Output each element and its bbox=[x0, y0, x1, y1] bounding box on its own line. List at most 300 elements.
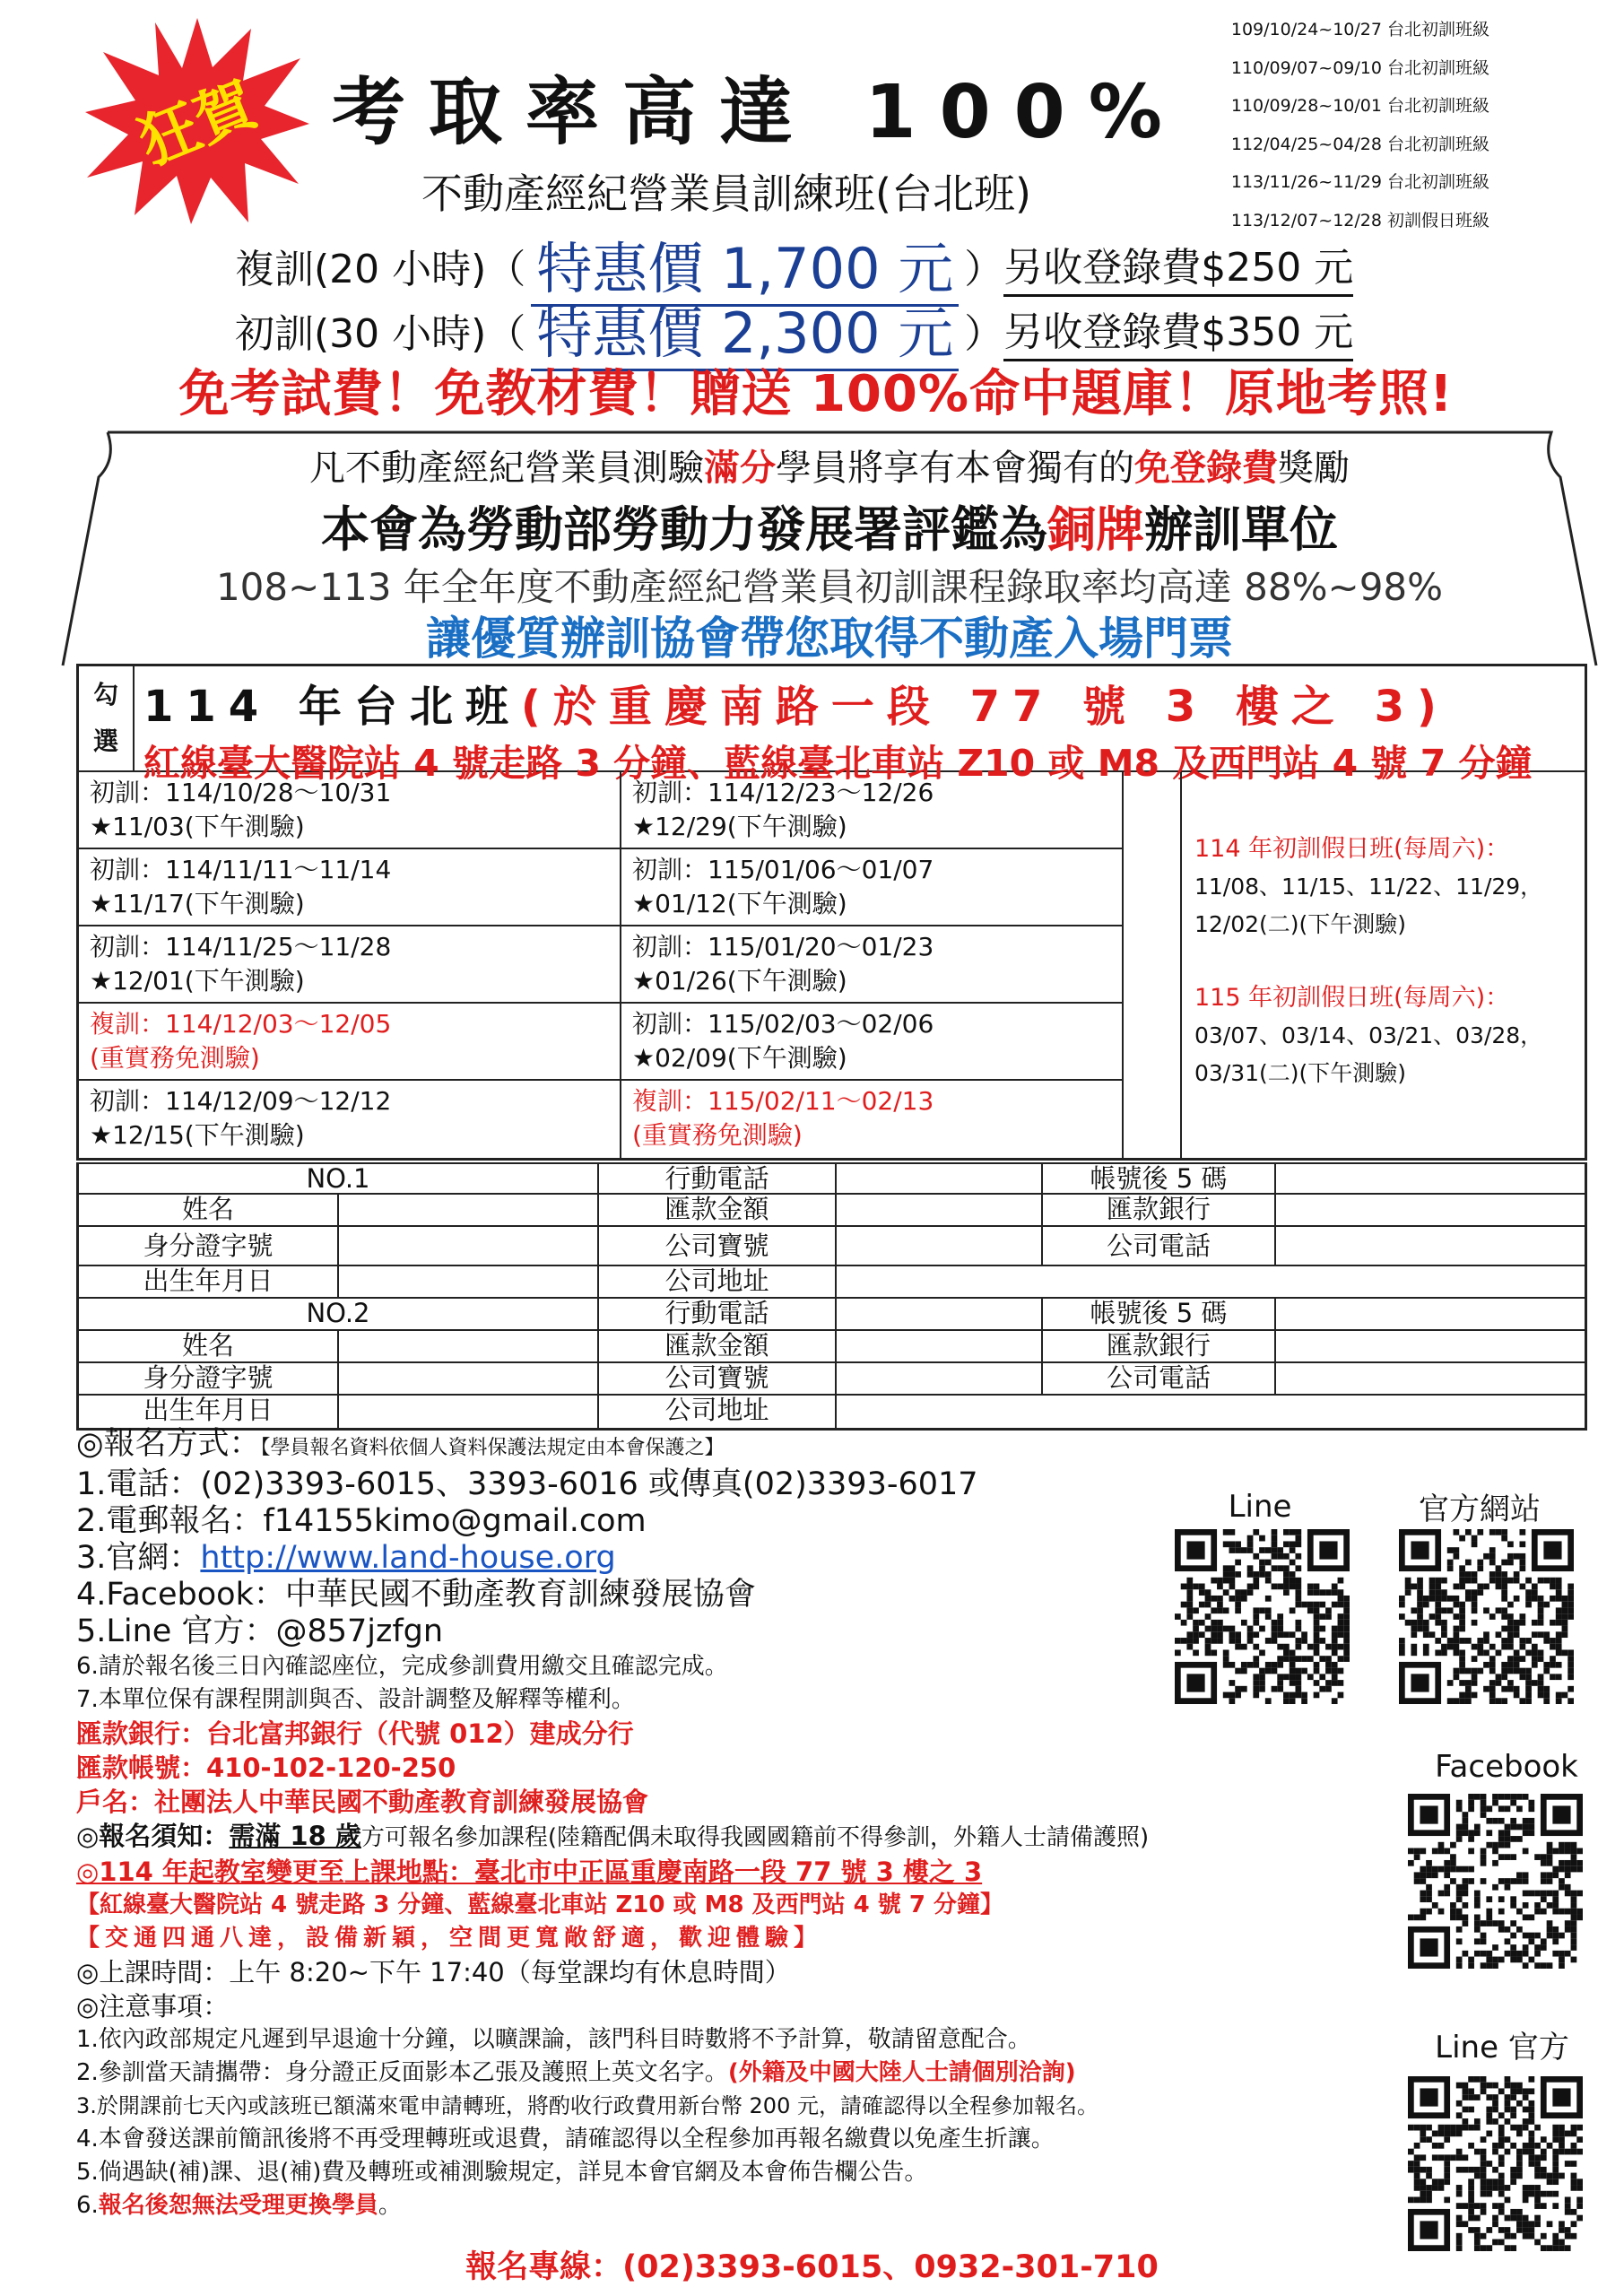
qr-module bbox=[1435, 1607, 1441, 1613]
qr-module bbox=[1259, 1680, 1265, 1686]
qr-module bbox=[1301, 1631, 1307, 1638]
qr-module bbox=[1510, 2173, 1516, 2179]
qr-module bbox=[1417, 1620, 1423, 1626]
qr-module bbox=[1319, 1602, 1325, 1608]
field-label: 匯款金額 bbox=[599, 1331, 837, 1361]
qr-module bbox=[1411, 1644, 1417, 1650]
qr-module bbox=[1565, 2209, 1571, 2215]
attention-item: 3.於開課前七天內或該班已額滿來電申請轉班，將酌收行政費用新台幣 200 元，請確認得以全程參加報名。 bbox=[76, 2093, 1099, 2118]
qr-module bbox=[1501, 1613, 1507, 1620]
banner-line-1 bbox=[54, 439, 1605, 491]
qr-module bbox=[1550, 1662, 1556, 1668]
qr-module bbox=[1247, 1571, 1254, 1578]
qr-module bbox=[1514, 1662, 1520, 1668]
qr-module bbox=[1186, 1631, 1193, 1638]
qr-module bbox=[1523, 2227, 1529, 2233]
qr-module bbox=[1295, 1589, 1301, 1596]
qr-module bbox=[1423, 1631, 1429, 1638]
qr-module bbox=[1568, 1674, 1574, 1680]
qr-module bbox=[1505, 1884, 1511, 1891]
qr-module bbox=[1301, 1698, 1307, 1704]
qr-module bbox=[1468, 2094, 1474, 2100]
qr-module bbox=[1541, 1962, 1547, 1969]
qr-module bbox=[1532, 1589, 1538, 1596]
qr-module bbox=[1265, 1547, 1272, 1553]
qr-module bbox=[1492, 2179, 1498, 2185]
qr-module bbox=[1447, 1698, 1454, 1704]
qr-module bbox=[1408, 2125, 1414, 2131]
qr-module bbox=[1486, 2112, 1492, 2118]
line-official-qr-code[interactable] bbox=[1408, 2076, 1583, 2251]
banner-line-4: 讓優質辦訓協會帶您取得不動產入場門票 bbox=[426, 613, 1233, 665]
qr-module bbox=[1498, 2173, 1505, 2179]
qr-module bbox=[1523, 2143, 1529, 2149]
qr-module bbox=[1510, 2083, 1516, 2089]
qr-module bbox=[1483, 1584, 1489, 1590]
qr-module bbox=[1571, 1848, 1577, 1855]
qr-module bbox=[1523, 1818, 1529, 1824]
exam-date: ★02/09(下午測驗) bbox=[632, 1043, 847, 1073]
qr-module bbox=[1571, 1866, 1577, 1873]
qr-module bbox=[1229, 1662, 1236, 1668]
qr-module bbox=[1456, 2233, 1463, 2239]
qr-module bbox=[1525, 1602, 1532, 1608]
qr-module bbox=[1481, 1848, 1487, 1855]
qr-module bbox=[1541, 2173, 1547, 2179]
qr-module bbox=[1568, 1662, 1574, 1668]
qr-module bbox=[1265, 1607, 1272, 1613]
qr-module bbox=[1507, 1602, 1514, 1608]
qr-module bbox=[1510, 2107, 1516, 2113]
website-qr-code[interactable] bbox=[1399, 1529, 1574, 1704]
qr-module bbox=[1505, 1854, 1511, 1860]
qr-module bbox=[1343, 1638, 1350, 1644]
qr-module bbox=[1468, 2125, 1474, 2131]
qr-module bbox=[1489, 1644, 1496, 1650]
qr-module bbox=[1468, 1800, 1474, 1806]
qr-module bbox=[1459, 1602, 1465, 1608]
classroom-move: ◎114 年起教室變更至上課地點：臺北市中正區重慶南路一段 77 號 3 樓之 3 bbox=[76, 1857, 983, 1887]
form-input[interactable] bbox=[837, 1266, 1585, 1297]
qr-module bbox=[1472, 1668, 1478, 1674]
qr-module bbox=[1498, 2179, 1505, 2185]
qr-module bbox=[1444, 2167, 1450, 2173]
attention-highlight: 報名後恕無法受理更換學員 bbox=[98, 2192, 378, 2219]
qr-module bbox=[1468, 1878, 1474, 1884]
qr-module bbox=[1205, 1596, 1211, 1602]
qr-module bbox=[1489, 1553, 1496, 1560]
qr-module bbox=[1552, 1866, 1559, 1873]
qr-module bbox=[1501, 1535, 1507, 1542]
qr-module bbox=[1550, 1638, 1556, 1644]
qr-module bbox=[1272, 1638, 1278, 1644]
qr-module bbox=[1247, 1547, 1254, 1553]
qr-module bbox=[1481, 2136, 1487, 2143]
qr-module bbox=[1568, 1602, 1574, 1608]
qr-module bbox=[1556, 1698, 1562, 1704]
qr-module bbox=[1496, 1680, 1502, 1686]
form-input[interactable] bbox=[1276, 1363, 1585, 1394]
schedule-cell[interactable] bbox=[79, 1004, 620, 1081]
qr-module bbox=[1405, 1584, 1411, 1590]
qr-module bbox=[1314, 1584, 1320, 1590]
qr-module bbox=[1516, 2154, 1523, 2161]
schedule-cell[interactable] bbox=[79, 772, 620, 849]
qr-module bbox=[1507, 1613, 1514, 1620]
schedule-cell[interactable] bbox=[621, 849, 1122, 926]
qr-module bbox=[1283, 1649, 1290, 1656]
qr-module bbox=[1447, 1596, 1454, 1602]
qr-module bbox=[1552, 2154, 1559, 2161]
qr-module bbox=[1481, 2191, 1487, 2197]
schedule-cell[interactable] bbox=[79, 849, 620, 926]
qr-module bbox=[1283, 1692, 1290, 1699]
qr-module bbox=[1295, 1644, 1301, 1650]
qr-module bbox=[1541, 2154, 1547, 2161]
qr-module bbox=[1465, 1692, 1472, 1699]
form-input[interactable] bbox=[837, 1363, 1043, 1394]
line-qr-code[interactable] bbox=[1175, 1529, 1350, 1704]
qr-label-line-official: Line 官方 bbox=[1435, 2030, 1569, 2066]
qr-module bbox=[1420, 1914, 1426, 1920]
qr-module bbox=[1505, 2215, 1511, 2222]
qr-module bbox=[1507, 1668, 1514, 1674]
qr-module bbox=[1519, 1656, 1525, 1662]
form-input[interactable] bbox=[339, 1396, 599, 1428]
form-input[interactable] bbox=[339, 1195, 599, 1225]
qr-module bbox=[1432, 2185, 1438, 2191]
qr-module bbox=[1423, 1596, 1429, 1602]
qr-module bbox=[1332, 1589, 1338, 1596]
qr-module bbox=[1338, 1692, 1344, 1699]
qr-module bbox=[1272, 1547, 1278, 1553]
qr-module bbox=[1211, 1578, 1217, 1584]
qr-module bbox=[1432, 2154, 1438, 2161]
qr-module bbox=[1519, 1668, 1525, 1674]
qr-module bbox=[1568, 1649, 1574, 1656]
qr-module bbox=[1498, 2191, 1505, 2197]
qr-module bbox=[1547, 1878, 1553, 1884]
check-label: 勾 bbox=[92, 680, 118, 709]
qr-module bbox=[1528, 2076, 1534, 2083]
privacy-note: 【學員報名資料依個人資料保護法規定由本會保護之】 bbox=[260, 1437, 725, 1459]
field-label: 帳號後 5 碼 bbox=[1043, 1164, 1276, 1193]
qr-module bbox=[1505, 2100, 1511, 2107]
qr-module bbox=[1235, 1541, 1241, 1547]
qr-module bbox=[1510, 2233, 1516, 2239]
qr-module bbox=[1489, 1578, 1496, 1584]
attention-item: 1.依內政部規定凡遲到早退逾十分鐘，以曠課論，該門科目時數將不予計算，敬請留意配合。 bbox=[76, 2026, 1031, 2053]
qr-module bbox=[1516, 2209, 1523, 2215]
qr-module bbox=[1435, 1638, 1441, 1644]
qr-module bbox=[1552, 1951, 1559, 1957]
field-label: 公司地址 bbox=[599, 1266, 837, 1297]
qr-module bbox=[1516, 2173, 1523, 2179]
qr-module bbox=[1481, 1938, 1487, 1944]
qr-module bbox=[1528, 2131, 1534, 2137]
qr-module bbox=[1181, 1602, 1187, 1608]
qr-module bbox=[1343, 1626, 1350, 1632]
form-input[interactable] bbox=[837, 1195, 1043, 1225]
qr-module bbox=[1576, 1914, 1583, 1920]
qr-module bbox=[1325, 1686, 1332, 1692]
qr-module bbox=[1541, 2233, 1547, 2239]
form-input[interactable] bbox=[837, 1331, 1043, 1361]
qr-module bbox=[1492, 1962, 1498, 1969]
qr-module bbox=[1516, 1909, 1523, 1915]
qr-module bbox=[1501, 1589, 1507, 1596]
qr-module bbox=[1559, 1957, 1565, 1963]
qr-module bbox=[1576, 2196, 1583, 2203]
qr-module bbox=[1534, 2173, 1541, 2179]
qr-module bbox=[1510, 1824, 1516, 1831]
qr-module bbox=[1541, 2203, 1547, 2209]
qr-module bbox=[1538, 1649, 1544, 1656]
qr-module bbox=[1447, 1638, 1454, 1644]
qr-module bbox=[1290, 1668, 1296, 1674]
qr-module bbox=[1217, 1638, 1223, 1644]
qr-module bbox=[1447, 1644, 1454, 1650]
schedule-cell[interactable] bbox=[621, 772, 1122, 849]
qr-module bbox=[1444, 1872, 1450, 1878]
qr-module bbox=[1272, 1541, 1278, 1547]
course-subtitle: 不動產經紀營業員訓練班(台北班) bbox=[421, 170, 1031, 218]
qr-module bbox=[1408, 1914, 1414, 1920]
qr-module bbox=[1338, 1656, 1344, 1662]
qr-module bbox=[1525, 1692, 1532, 1699]
qr-module bbox=[1211, 1596, 1217, 1602]
qr-module bbox=[1450, 1842, 1456, 1848]
qr-module bbox=[1444, 1891, 1450, 1897]
class-time: ◎上課時間：上午 8:20~下午 17:40（每堂課均有休息時間） bbox=[76, 1957, 791, 1987]
qr-module bbox=[1456, 2149, 1463, 2155]
qr-module bbox=[1435, 1613, 1441, 1620]
qr-module bbox=[1486, 1818, 1492, 1824]
qr-module bbox=[1456, 1909, 1463, 1915]
qr-module bbox=[1429, 1589, 1436, 1596]
qr-module bbox=[1483, 1686, 1489, 1692]
qr-module bbox=[1483, 1638, 1489, 1644]
qr-module bbox=[1186, 1541, 1204, 1559]
qr-module bbox=[1498, 1836, 1505, 1842]
qr-module bbox=[1229, 1638, 1236, 1644]
qr-module bbox=[1510, 1896, 1516, 1902]
qr-module bbox=[1496, 1698, 1502, 1704]
qr-module bbox=[1514, 1571, 1520, 1578]
field-label: 匯款銀行 bbox=[1043, 1195, 1276, 1225]
qr-module bbox=[1426, 2167, 1432, 2173]
qr-module bbox=[1498, 2088, 1505, 2094]
qr-module bbox=[1510, 1951, 1516, 1957]
qr-module bbox=[1483, 1662, 1489, 1668]
form-row bbox=[79, 1331, 1585, 1363]
qr-module bbox=[1534, 2185, 1541, 2191]
qr-module bbox=[1463, 1891, 1469, 1897]
qr-module bbox=[1456, 2185, 1463, 2191]
qr-module bbox=[1186, 1589, 1193, 1596]
qr-module bbox=[1525, 1638, 1532, 1644]
qr-module bbox=[1498, 1909, 1505, 1915]
form-input[interactable] bbox=[339, 1363, 599, 1394]
qr-module bbox=[1552, 2131, 1559, 2137]
qr-module bbox=[1199, 1631, 1205, 1638]
form-input[interactable] bbox=[1276, 1331, 1585, 1361]
qr-module bbox=[1556, 1578, 1562, 1584]
qr-module bbox=[1474, 1824, 1481, 1831]
qr-module bbox=[1465, 1571, 1472, 1578]
qr-module bbox=[1541, 1878, 1547, 1884]
qr-module bbox=[1465, 1589, 1472, 1596]
qr-module bbox=[1411, 1620, 1417, 1626]
qr-module bbox=[1576, 2136, 1583, 2143]
qr-module bbox=[1486, 2118, 1492, 2125]
qr-module bbox=[1420, 2221, 1437, 2239]
schedule-address: (於重慶南路一段 77 號 3 樓之 3) bbox=[520, 682, 1449, 732]
banner-highlight: 滿分 bbox=[704, 448, 776, 489]
qr-module bbox=[1505, 2196, 1511, 2203]
qr-module bbox=[1505, 1926, 1511, 1933]
qr-module bbox=[1199, 1602, 1205, 1608]
form-row bbox=[79, 1396, 1585, 1428]
qr-module bbox=[1547, 1926, 1553, 1933]
exam-date: ★11/17(下午測驗) bbox=[90, 889, 305, 918]
qr-module bbox=[1538, 1578, 1544, 1584]
qr-module bbox=[1571, 2149, 1577, 2155]
qr-module bbox=[1265, 1698, 1272, 1704]
qr-module bbox=[1307, 1589, 1314, 1596]
exam-date: ★12/29(下午測驗) bbox=[632, 812, 847, 841]
qr-module bbox=[1423, 1626, 1429, 1632]
qr-module bbox=[1468, 1830, 1474, 1836]
qr-module bbox=[1229, 1584, 1236, 1590]
qr-module bbox=[1534, 2143, 1541, 2149]
qr-module bbox=[1253, 1644, 1259, 1650]
form-input[interactable] bbox=[1276, 1195, 1585, 1225]
qr-module bbox=[1343, 1602, 1350, 1608]
qr-module bbox=[1562, 1596, 1568, 1602]
schedule-cell[interactable] bbox=[79, 926, 620, 1004]
qr-module bbox=[1496, 1565, 1502, 1571]
qr-module bbox=[1338, 1596, 1344, 1602]
qr-module bbox=[1552, 1926, 1559, 1933]
schedule-cell[interactable] bbox=[621, 1004, 1122, 1081]
form-input[interactable] bbox=[1276, 1227, 1585, 1265]
qr-module bbox=[1523, 1902, 1529, 1909]
qr-module bbox=[1534, 2125, 1541, 2131]
qr-module bbox=[1414, 1878, 1420, 1884]
qr-module bbox=[1565, 1866, 1571, 1873]
banner-text: 凡不動產經紀營業員測驗 bbox=[309, 448, 704, 489]
qr-module bbox=[1543, 1602, 1550, 1608]
qr-module bbox=[1498, 1830, 1505, 1836]
form-input[interactable] bbox=[837, 1164, 1043, 1193]
qr-module bbox=[1481, 2083, 1487, 2089]
qr-module bbox=[1272, 1584, 1278, 1590]
qr-module bbox=[1559, 2173, 1565, 2179]
qr-module bbox=[1459, 1692, 1465, 1699]
qr-module bbox=[1532, 1649, 1538, 1656]
qr-module bbox=[1325, 1662, 1332, 1668]
qr-module bbox=[1420, 2136, 1426, 2143]
method-heading bbox=[76, 1426, 1385, 1466]
form-input[interactable] bbox=[1276, 1299, 1585, 1329]
form-input[interactable] bbox=[837, 1227, 1043, 1265]
qr-module bbox=[1565, 2227, 1571, 2233]
form-input[interactable] bbox=[339, 1266, 599, 1297]
form-input[interactable] bbox=[1276, 1164, 1585, 1193]
facebook-qr-code[interactable] bbox=[1408, 1794, 1583, 1969]
qr-module bbox=[1547, 1933, 1553, 1939]
qr-module bbox=[1454, 1649, 1460, 1656]
qr-module bbox=[1492, 2100, 1498, 2107]
qr-module bbox=[1459, 1620, 1465, 1626]
schedule-cell[interactable] bbox=[621, 926, 1122, 1004]
schedule-cell[interactable] bbox=[79, 1081, 620, 1158]
qr-module bbox=[1277, 1565, 1283, 1571]
qr-module bbox=[1498, 2131, 1505, 2137]
checkbox-column[interactable] bbox=[1124, 772, 1182, 1158]
qr-module bbox=[1547, 2221, 1553, 2227]
qr-module bbox=[1528, 2154, 1534, 2161]
qr-module bbox=[1186, 1644, 1193, 1650]
qr-module bbox=[1456, 1805, 1463, 1812]
qr-module bbox=[1290, 1547, 1296, 1553]
qr-module bbox=[1481, 2185, 1487, 2191]
qr-module bbox=[1456, 1914, 1463, 1920]
qr-module bbox=[1277, 1656, 1283, 1662]
qr-module bbox=[1295, 1674, 1301, 1680]
qr-module bbox=[1450, 1909, 1456, 1915]
qr-module bbox=[1193, 1638, 1199, 1644]
promo-banner: 免考試費！免教材費！贈送 100%命中題庫！原地考照! bbox=[178, 365, 1454, 423]
form-input[interactable] bbox=[339, 1227, 599, 1265]
qr-module bbox=[1474, 2118, 1481, 2125]
form-input[interactable] bbox=[837, 1396, 1585, 1428]
qr-module bbox=[1438, 2179, 1445, 2185]
qr-module bbox=[1528, 1933, 1534, 1939]
qr-module bbox=[1405, 1589, 1411, 1596]
qr-module bbox=[1501, 1571, 1507, 1578]
qr-module bbox=[1408, 2149, 1414, 2155]
qr-module bbox=[1516, 1824, 1523, 1831]
qr-module bbox=[1514, 1649, 1520, 1656]
website-link[interactable]: http://www.land-house.org bbox=[200, 1540, 616, 1576]
qr-module bbox=[1447, 1607, 1454, 1613]
form-row bbox=[79, 1299, 1585, 1331]
qr-module bbox=[1472, 1571, 1478, 1578]
qr-module bbox=[1468, 2076, 1474, 2083]
qr-module bbox=[1199, 1589, 1205, 1596]
qr-module bbox=[1505, 1836, 1511, 1842]
form-input[interactable] bbox=[837, 1299, 1043, 1329]
qr-module bbox=[1519, 1674, 1525, 1680]
qr-module bbox=[1474, 2125, 1481, 2131]
qr-module bbox=[1447, 1547, 1454, 1553]
contact-facebook: 4.Facebook：中華民國不動產教育訓練發展協會 bbox=[76, 1577, 756, 1613]
qr-module bbox=[1571, 1926, 1577, 1933]
qr-module bbox=[1332, 1668, 1338, 1674]
qr-module bbox=[1456, 1830, 1463, 1836]
registration-fee: 另收登錄費$250 元 bbox=[1003, 235, 1353, 297]
qr-module bbox=[1507, 1680, 1514, 1686]
qr-module bbox=[1519, 1584, 1525, 1590]
form-input[interactable] bbox=[339, 1331, 599, 1361]
qr-module bbox=[1450, 2125, 1456, 2131]
qr-module bbox=[1229, 1626, 1236, 1632]
schedule-cell[interactable] bbox=[621, 1081, 1122, 1158]
qr-module bbox=[1290, 1656, 1296, 1662]
qr-module bbox=[1519, 1644, 1525, 1650]
